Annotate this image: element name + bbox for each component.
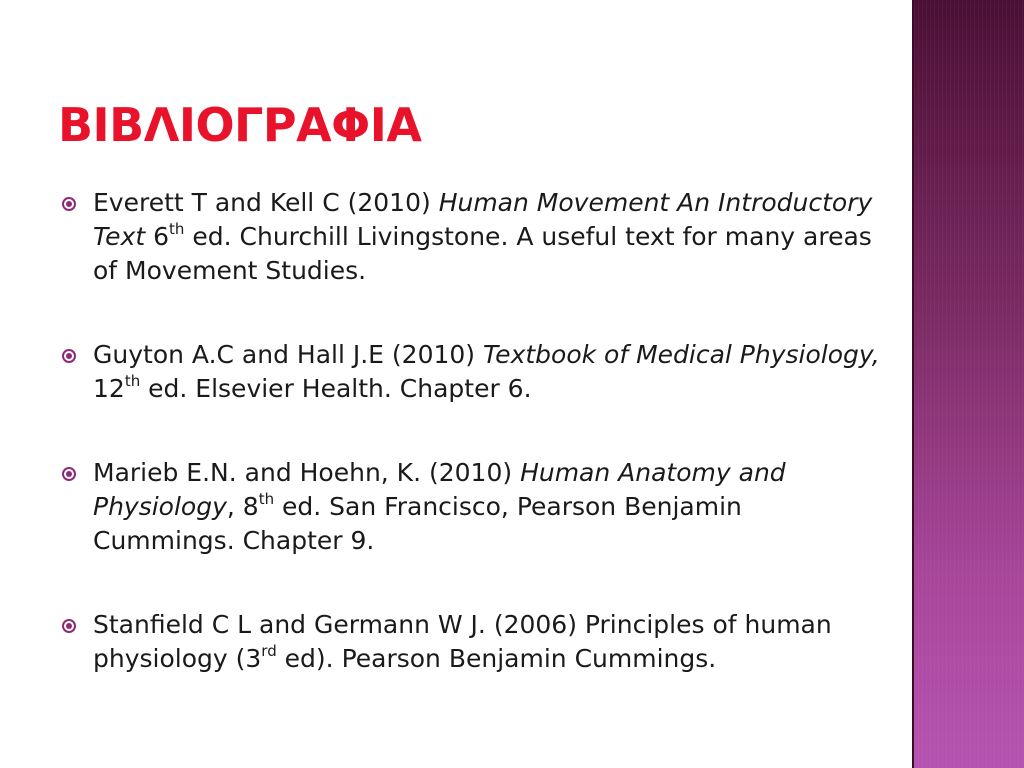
reference-list — [60, 186, 890, 676]
reference-item — [60, 456, 890, 558]
bullet-icon — [62, 349, 76, 363]
reference-authors: Guyton A.C and Hall J.E (2010) — [93, 340, 483, 369]
reference-edition-suffix: th — [169, 220, 185, 238]
reference-edition: , 8 — [226, 492, 259, 521]
reference-edition-suffix: th — [258, 490, 275, 508]
reference-edition: 12 — [93, 374, 125, 403]
reference-book-title: Textbook of Medical Physiology, — [483, 340, 880, 369]
reference-authors: Stanfield C L and Germann W J. (2006) Principles of human physiology (3 — [93, 610, 832, 673]
reference-authors: Marieb E.N. and Hoehn, K. (2010) — [93, 458, 521, 487]
reference-book-title: Human Anatomy and Physiology — [93, 458, 786, 521]
side-decorative-band — [912, 0, 1024, 768]
reference-publisher: ed). Pearson Benjamin Cummings. — [276, 644, 717, 673]
bullet-icon — [62, 197, 76, 211]
reference-book-title: Human Movement An Introductory Text — [93, 188, 873, 251]
reference-publisher: ed. Elsevier Health. Chapter 6. — [140, 374, 532, 403]
reference-item — [60, 608, 890, 676]
reference-publisher: ed. San Francisco, Pearson Benjamin Cummings. Chapter 9. — [93, 492, 742, 555]
reference-authors: Everett T and Kell C (2010) — [93, 188, 439, 217]
reference-edition-suffix: rd — [261, 642, 277, 660]
reference-item — [60, 186, 890, 288]
reference-edition-suffix: th — [124, 372, 141, 390]
slide-title: ΒΙΒΛΙΟΓΡΑΦΙΑ — [58, 98, 422, 152]
reference-edition: 6 — [145, 222, 170, 251]
reference-publisher: ed. Churchill Livingstone. A useful text for many areas of Movement Studies. — [93, 222, 872, 285]
reference-item — [60, 338, 890, 406]
bullet-icon — [62, 467, 76, 481]
bullet-icon — [62, 619, 76, 633]
